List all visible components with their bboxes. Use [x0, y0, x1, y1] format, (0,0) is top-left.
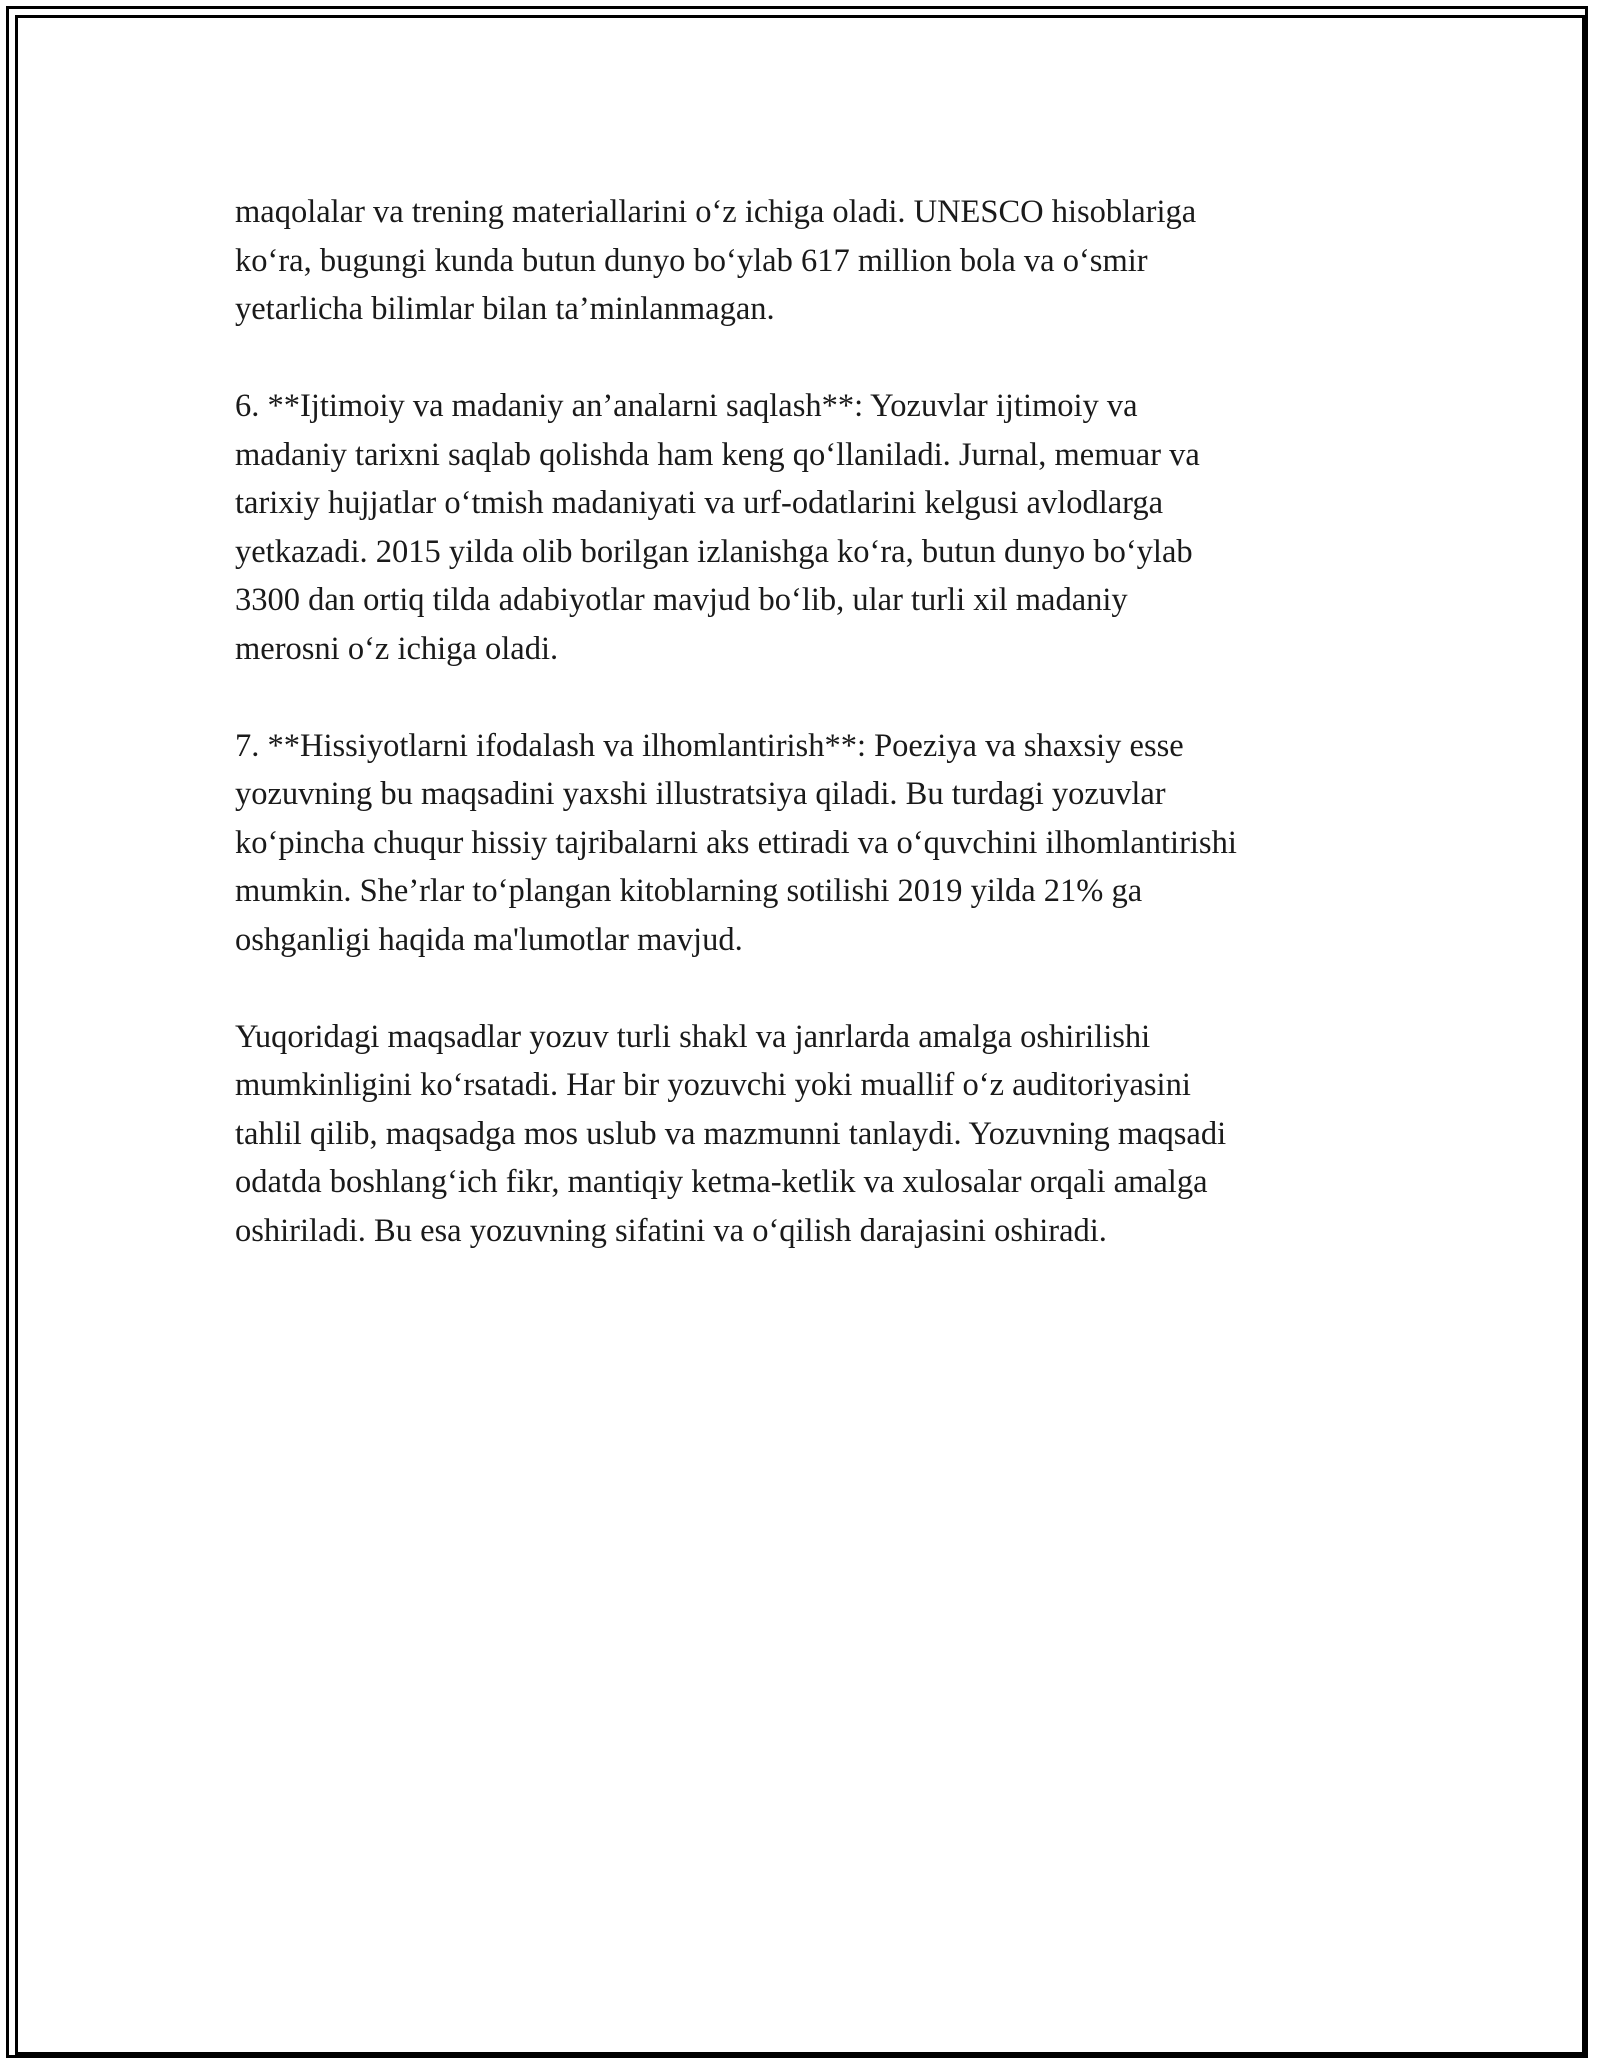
text-line: merosni o‘z ichiga oladi. — [235, 630, 559, 667]
text-line: yetkazadi. 2015 yilda olib borilgan izlanishga ko‘ra, butun dunyo bo‘ylab — [235, 533, 1193, 570]
text-line: yozuvning bu maqsadini yaxshi illustratsiya qiladi. Bu turdagi yozuvlar — [235, 776, 1166, 812]
text-line: odatda boshlang‘ich fikr, mantiqiy ketma-ketlik va xulosalar orqali amalga — [235, 1164, 1208, 1200]
text-line: ko‘ra, bugungi kunda butun dunyo bo‘ylab 617 million bola va o‘smir — [235, 242, 1148, 279]
text-line: 3300 dan ortiq tilda adabiyotlar mavjud bo‘lib, ular turli xil madaniy — [235, 582, 1128, 618]
text-line: tarixiy hujjatlar o‘tmish madaniyati va urf-odatlarini kelgusi avlodlarga — [235, 485, 1164, 521]
paragraph-item-6 — [235, 382, 1385, 673]
text-line: maqolalar va trening materiallarini o‘z ichiga oladi. UNESCO hisoblariga — [235, 194, 1197, 230]
text-line: oshganligi haqida ma'lumotlar mavjud. — [235, 921, 743, 958]
text-line: ko‘pincha chuqur hissiy tajribalarni aks ettiradi va o‘quvchini ilhomlantirishi — [235, 824, 1237, 861]
document-body — [235, 188, 1385, 1304]
text-line: Yuqoridagi maqsadlar yozuv turli shakl va janrlarda amalga oshirilishi — [235, 1018, 1151, 1055]
text-line: mumkin. She’rlar to‘plangan kitoblarning sotilishi 2019 yilda 21% ga — [235, 873, 1143, 909]
text-line: mumkinligini ko‘rsatadi. Har bir yozuvchi yoki muallif o‘z auditoriyasini — [235, 1067, 1191, 1103]
text-line: oshiriladi. Bu esa yozuvning sifatini va o‘qilish darajasini oshiradi. — [235, 1212, 1107, 1249]
paragraph-unesco — [235, 188, 1385, 334]
text-line: 6. **Ijtimoiy va madaniy an’analarni saqlash**: Yozuvlar ijtimoiy va — [235, 388, 1138, 424]
text-line: yetarlicha bilimlar bilan ta’minlanmagan. — [235, 291, 775, 327]
paragraph-item-7 — [235, 722, 1385, 965]
text-line: tahlil qilib, maqsadga mos uslub va mazmunni tanlaydi. Yozuvning maqsadi — [235, 1115, 1227, 1152]
text-line: 7. **Hissiyotlarni ifodalash va ilhomlantirish**: Poeziya va shaxsiy esse — [235, 727, 1184, 764]
text-line: madaniy tarixni saqlab qolishda ham keng qo‘llaniladi. Jurnal, memuar va — [235, 436, 1200, 473]
paragraph-conclusion — [235, 1013, 1385, 1256]
